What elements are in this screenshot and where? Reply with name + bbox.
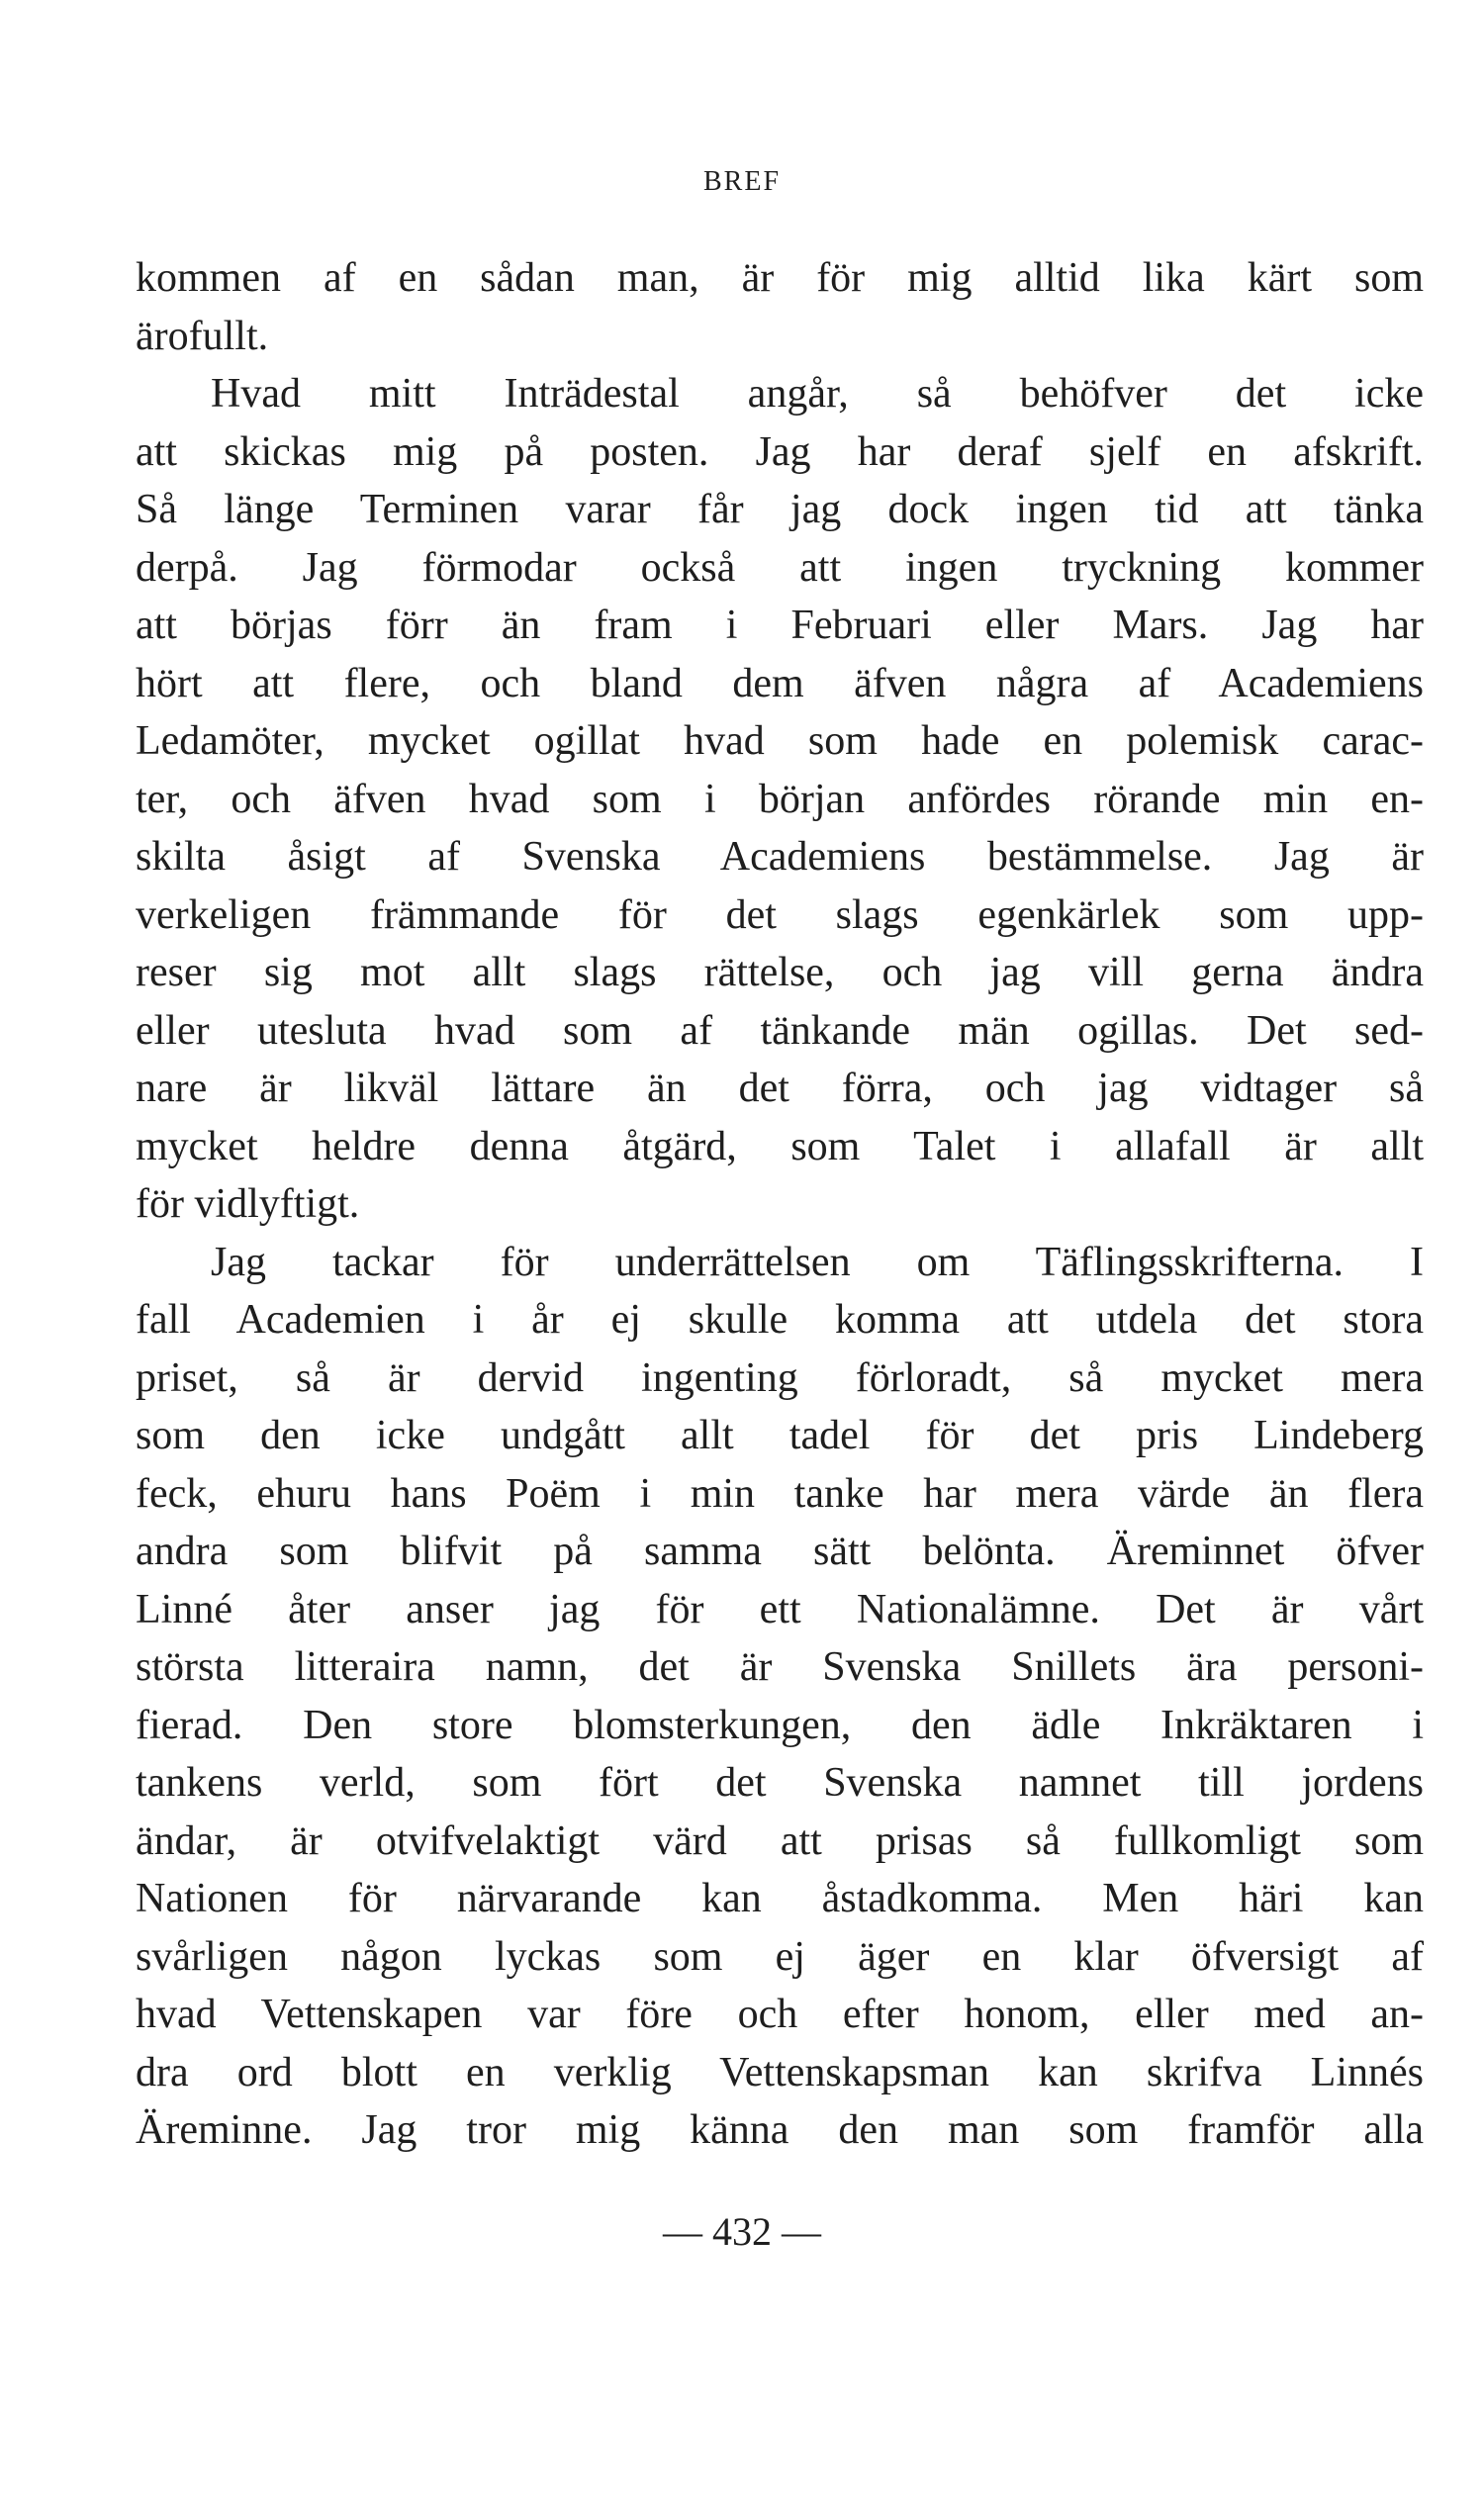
- text-line: ändar, är otvifvelaktigt värd att prisas så fullkomligt som: [136, 1817, 1424, 1864]
- text-line: reser sig mot allt slags rättelse, och jag vill gerna ändra: [136, 950, 1424, 995]
- text-line: nare är likväl lättare än det förra, och jag vidtager så: [136, 1066, 1424, 1111]
- text-line: tankens verld, som fört det Svenska namnet till jordens: [136, 1760, 1424, 1806]
- text-line: Så länge Terminen varar får jag dock ingen tid att tänka: [136, 487, 1424, 532]
- text-line: hvad Vettenskapen var före och efter honom, eller med an-: [136, 1992, 1424, 2037]
- text-line: feck, ehuru hans Poëm i min tanke har mera värde än flera: [136, 1470, 1424, 1517]
- text-line: Jag tackar för underrättelsen om Täflingsskrifterna. I: [211, 1239, 1424, 1285]
- page-number: — 432 —: [663, 2209, 821, 2254]
- text-line: andra som blifvit på samma sätt belönta. Äreminnet öfver: [136, 1529, 1424, 1574]
- body-text: [136, 249, 1424, 2160]
- text-line: hört att flere, och bland dem äfven några af Academiens: [136, 660, 1424, 706]
- text-line: priset, så är dervid ingenting förloradt, så mycket mera: [136, 1354, 1424, 1401]
- text-line: Nationen för närvarande kan åstadkomma. Men häri kan: [136, 1876, 1424, 1921]
- text-line: Ledamöter, mycket ogillat hvad som hade en polemisk carac-: [136, 718, 1424, 764]
- text-line: största litteraira namn, det är Svenska Snillets ära personi-: [136, 1644, 1424, 1690]
- text-line: svårligen någon lyckas som ej äger en klar öfversigt af: [136, 1933, 1424, 1980]
- text-line: fierad. Den store blomsterkungen, den ädle Inkräktaren i: [136, 1702, 1424, 1748]
- text-line: Hvad mitt Inträdestal angår, så behöfver det icke: [211, 371, 1424, 417]
- text-line: fall Academien i år ej skulle komma att utdela det stora: [136, 1297, 1424, 1343]
- text-line: som den icke undgått allt tadel för det pris Lindeberg: [136, 1413, 1424, 1458]
- text-line: dra ord blott en verklig Vettenskapsman kan skrifva Linnés: [136, 2049, 1424, 2095]
- text-line: Linné åter anser jag för ett Nationalämne. Det är vårt: [136, 1586, 1424, 1632]
- text-line: mycket heldre denna åtgärd, som Talet i allafall är allt: [136, 1123, 1424, 1169]
- text-line: ärofullt.: [136, 313, 269, 359]
- text-line: kommen af en sådan man, är för mig alltid lika kärt som: [136, 255, 1424, 301]
- text-line: eller utesluta hvad som af tänkande män ogillas. Det sed-: [136, 1007, 1424, 1054]
- running-head: BREF: [702, 166, 782, 197]
- text-line: att skickas mig på posten. Jag har deraf sjelf en afskrift.: [136, 428, 1424, 475]
- text-line: ter, och äfven hvad som i början anfördes rörande min en-: [136, 776, 1424, 822]
- text-line: för vidlyftigt.: [136, 1181, 360, 1227]
- text-line: att börjas förr än fram i Februari eller Mars. Jag har: [136, 603, 1424, 648]
- text-line: Äreminne. Jag tror mig känna den man som framför alla: [136, 2107, 1424, 2153]
- text-line: skilta åsigt af Svenska Academiens bestämmelse. Jag är: [136, 834, 1424, 880]
- text-line: derpå. Jag förmodar också att ingen tryckning kommer: [136, 544, 1424, 591]
- text-line: verkeligen främmande för det slags egenkärlek som upp-: [136, 891, 1424, 938]
